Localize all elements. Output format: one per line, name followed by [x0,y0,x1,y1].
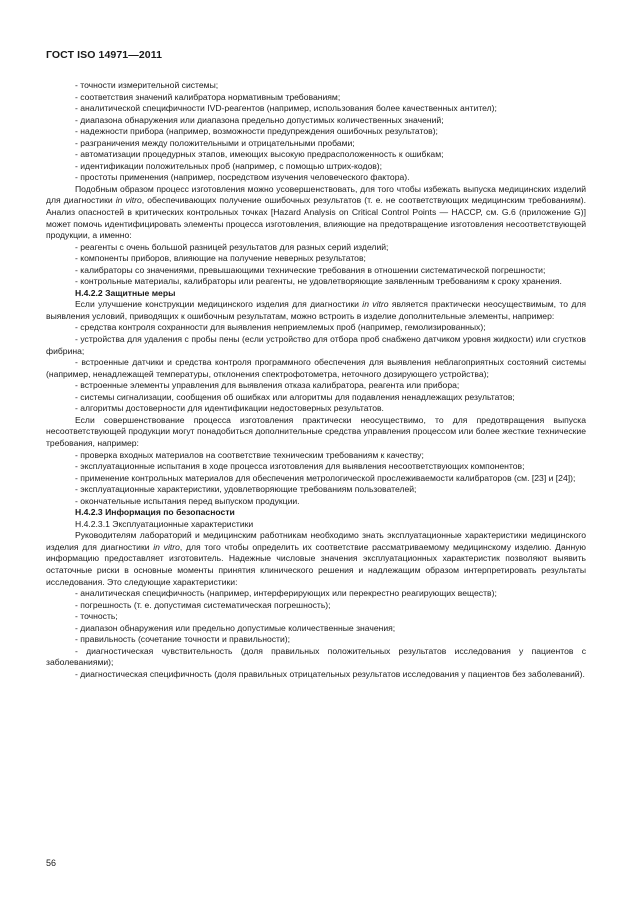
paragraph: - надежности прибора (например, возможности предупреждения ошибочных результатов); [75,126,438,137]
paragraph: - эксплуатационные испытания в ходе процесса изготовления для выявления несоответствующих компонентов; [75,461,525,472]
paragraph: - диагностическая специфичность (доля правильных отрицательных результатов исследования у пациентов без заболеваний). [75,668,585,679]
paragraph: - соответствия значений калибратора нормативным требованиям; [75,91,341,102]
paragraph: - правильность (сочетание точности и правильности); [75,634,291,645]
paragraph: - контрольные материалы, калибраторы или реагенты, не удовлетворяющие заявленным требованиям к сроку хранения. [75,276,562,287]
latin-term: in vitro [115,195,142,206]
section-heading: H.4.2.3 Информация по безопасности [75,507,235,518]
paragraph: Если совершенствование процесса изготовления практически неосуществимо, то для предотвращения выпуска несоответствующей продукции могут понадобиться дополнительные средства управления процессом или более жесткие технические требования, например: [46,414,586,448]
paragraph: - эксплуатационные характеристики, удовлетворяющие требованиям пользователей; [75,484,417,495]
paragraph: Если улучшение конструкции медицинского изделия для диагностики in vitro является практически неосуществимым, то для выявления условий, приводящих к ошибочным результатам, можно встроить в изделие дополнительные элементы, например: [46,299,586,321]
paragraph: - простоты применения (например, посредством изучения человеческого фактора). [75,172,410,183]
paragraph: - компоненты приборов, влияющие на получение неверных результатов; [75,253,366,264]
paragraph: - диагностическая чувствительность (доля правильных положительных результатов исследования у пациентов с заболеваниями); [46,645,586,668]
paragraph: H.4.2.3.1 Эксплуатационные характеристики [75,518,254,529]
paragraph: - системы сигнализации, сообщения об ошибках или алгоритмы для подавления ненадлежащих результатов; [75,391,515,402]
paragraph: - точность; [75,611,118,622]
page-body [46,80,586,680]
latin-term: in vitro [153,541,180,552]
paragraph: - реагенты с очень большой разницей результатов для разных серий изделий; [75,241,389,252]
paragraph: Руководителям лабораторий и медицинским работникам необходимо знать эксплуатационные характеристики медицинского изделия для диагностики in vitro, для того чтобы определить их соответствие рассматриваемому медицинскому изделию. Данную информацию предоставляет изготовитель. Надежные числовые значения эксплуатационных характеристик позволяют выявить остаточные риски в основные моменты принятия клинического решения и надлежащим образом интерпретировать результаты исследования. Это следующие характеристики: [46,530,586,587]
paragraph: - точности измерительной системы; [75,80,219,90]
paragraph: - средства контроля сохранности для выявления неприемлемых проб (например, гемолизированных); [75,322,486,333]
paragraph: - погрешность (т. е. допустимая систематическая погрешность); [75,599,331,610]
paragraph: - проверка входных материалов на соответствие техническим требованиям к качеству; [75,449,424,460]
paragraph: - идентификации положительных проб (например, с помощью штрих-кодов); [75,160,383,171]
paragraph: - встроенные датчики и средства контроля программного обеспечения для выявления неблагоприятных состояний системы (например, ненадлежащей температуры, отклонения спектрофотометра, неточного дозирующего устройства); [46,357,586,379]
paragraph: - диапазон обнаружения или предельно допустимые количественные значения; [75,622,396,633]
page-number: 56 [46,858,57,868]
section-heading: H.4.2.2 Защитные меры [75,287,176,298]
paragraph: - аналитическая специфичность (например, интерферирующих или перекрестно реагирующих веществ); [75,588,497,599]
paragraph: - встроенные элементы управления для выявления отказа калибратора, реагента или прибора; [75,380,460,391]
latin-term: in vitro [362,299,389,310]
paragraph: - калибраторы со значениями, превышающими технические требования в отношении систематической погрешности; [75,264,546,275]
paragraph: - автоматизации процедурных этапов, имеющих высокую предрасположенность к ошибкам; [75,149,444,160]
paragraph: - алгоритмы достоверности для идентификации недостоверных результатов. [75,403,384,414]
paragraph: - разграничения между положительными и отрицательными пробами; [75,137,355,148]
paragraph: - диапазона обнаружения или диапазона предельно допустимых количественных значений; [75,114,444,125]
paragraph: Подобным образом процесс изготовления можно усовершенствовать, для того чтобы избежать выпуска медицинских изделий для диагностики in vitro, обеспечивающих получение ошибочных результатов (т. е. не соответствующих медицинским требованиям). Анализ опасностей в критических контрольных точках [Hazard Analysis on Critical Control Points — HACCP, см. G.6 (приложение G)] может помочь идентифицировать элементы процесса изготовления, влияющие на предотвращение изготовления несоответствующей продукции, а именно: [46,183,586,241]
paragraph: - применение контрольных материалов для обеспечения метрологической прослеживаемости калибраторов (см. [23] и [24]); [75,472,576,483]
paragraph: - окончательные испытания перед выпуском продукции. [75,495,300,506]
page-header: ГОСТ ISO 14971—2011 [46,49,163,61]
paragraph: - аналитической специфичности IVD-реагентов (например, использования более качественных антител); [75,103,497,114]
paragraph: - устройства для удаления с пробы пены (если устройство для отбора проб снабжено датчиком уровня жидкости) или сгустков фибрина; [46,334,586,356]
